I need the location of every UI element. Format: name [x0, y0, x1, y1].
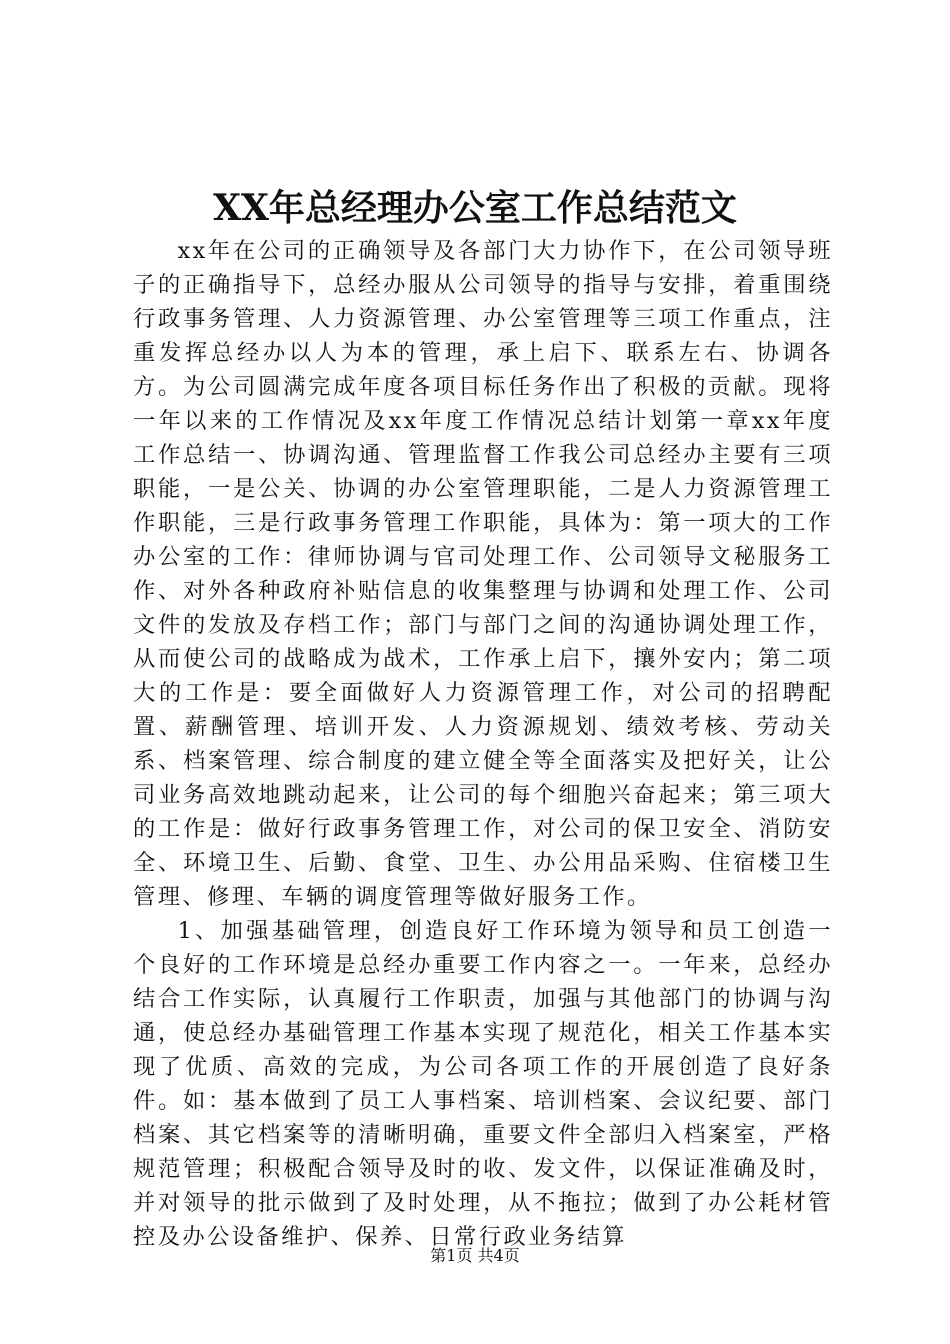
document-body	[133, 234, 833, 1254]
paragraph: 1、加强基础管理，创造良好工作环境为领导和员工创造一个良好的工作环境是总经办重要工作内容之一。一年来，总经办结合工作实际，认真履行工作职责，加强与其他部门的协调与沟通，使总经办基础管理工作基本实现了规范化，相关工作基本实现了优质、高效的完成，为公司各项工作的开展创造了良好条件。如：基本做到了员工人事档案、培训档案、会议纪要、部门档案、其它档案等的清晰明确，重要文件全部归入档案室，严格规范管理；积极配合领导及时的收、发文件，以保证准确及时，并对领导的批示做到了及时处理，从不拖拉；做到了办公耗材管控及办公设备维护、保养、日常行政业务结算	[133, 918, 833, 1250]
paragraph: xx年在公司的正确领导及各部门大力协作下，在公司领导班子的正确指导下，总经办服从公司领导的指导与安排，着重围绕行政事务管理、人力资源管理、办公室管理等三项工作重点，注重发挥总经办以人为本的管理，承上启下、联系左右、协调各方。为公司圆满完成年度各项目标任务作出了积极的贡献。现将一年以来的工作情况及xx年度工作情况总结计划第一章xx年度工作总结一、协调沟通、管理监督工作我公司总经办主要有三项职能，一是公关、协调的办公室管理职能，二是人力资源管理工作职能，三是行政事务管理工作职能，具体为：第一项大的工作办公室的工作：律师协调与官司处理工作、公司领导文秘服务工作、对外各种政府补贴信息的收集整理与协调和处理工作、公司文件的发放及存档工作；部门与部门之间的沟通协调处理工作，从而使公司的战略成为战术，工作承上启下，攘外安内；第二项大的工作是：要全面做好人力资源管理工作，对公司的招聘配置、薪酬管理、培训开发、人力资源规划、绩效考核、劳动关系、档案管理、综合制度的建立健全等全面落实及把好关，让公司业务高效地跳动起来，让公司的每个细胞兴奋起来；第三项大的工作是：做好行政事务管理工作，对公司的保卫安全、消防安全、环境卫生、后勤、食堂、卫生、办公用品采购、住宿楼卫生管理、修理、车辆的调度管理等做好服务工作。	[133, 238, 833, 910]
page-number-footer: 第1页 共4页	[430, 1246, 520, 1265]
document-title: XX年总经理办公室工作总结范文	[213, 187, 737, 229]
